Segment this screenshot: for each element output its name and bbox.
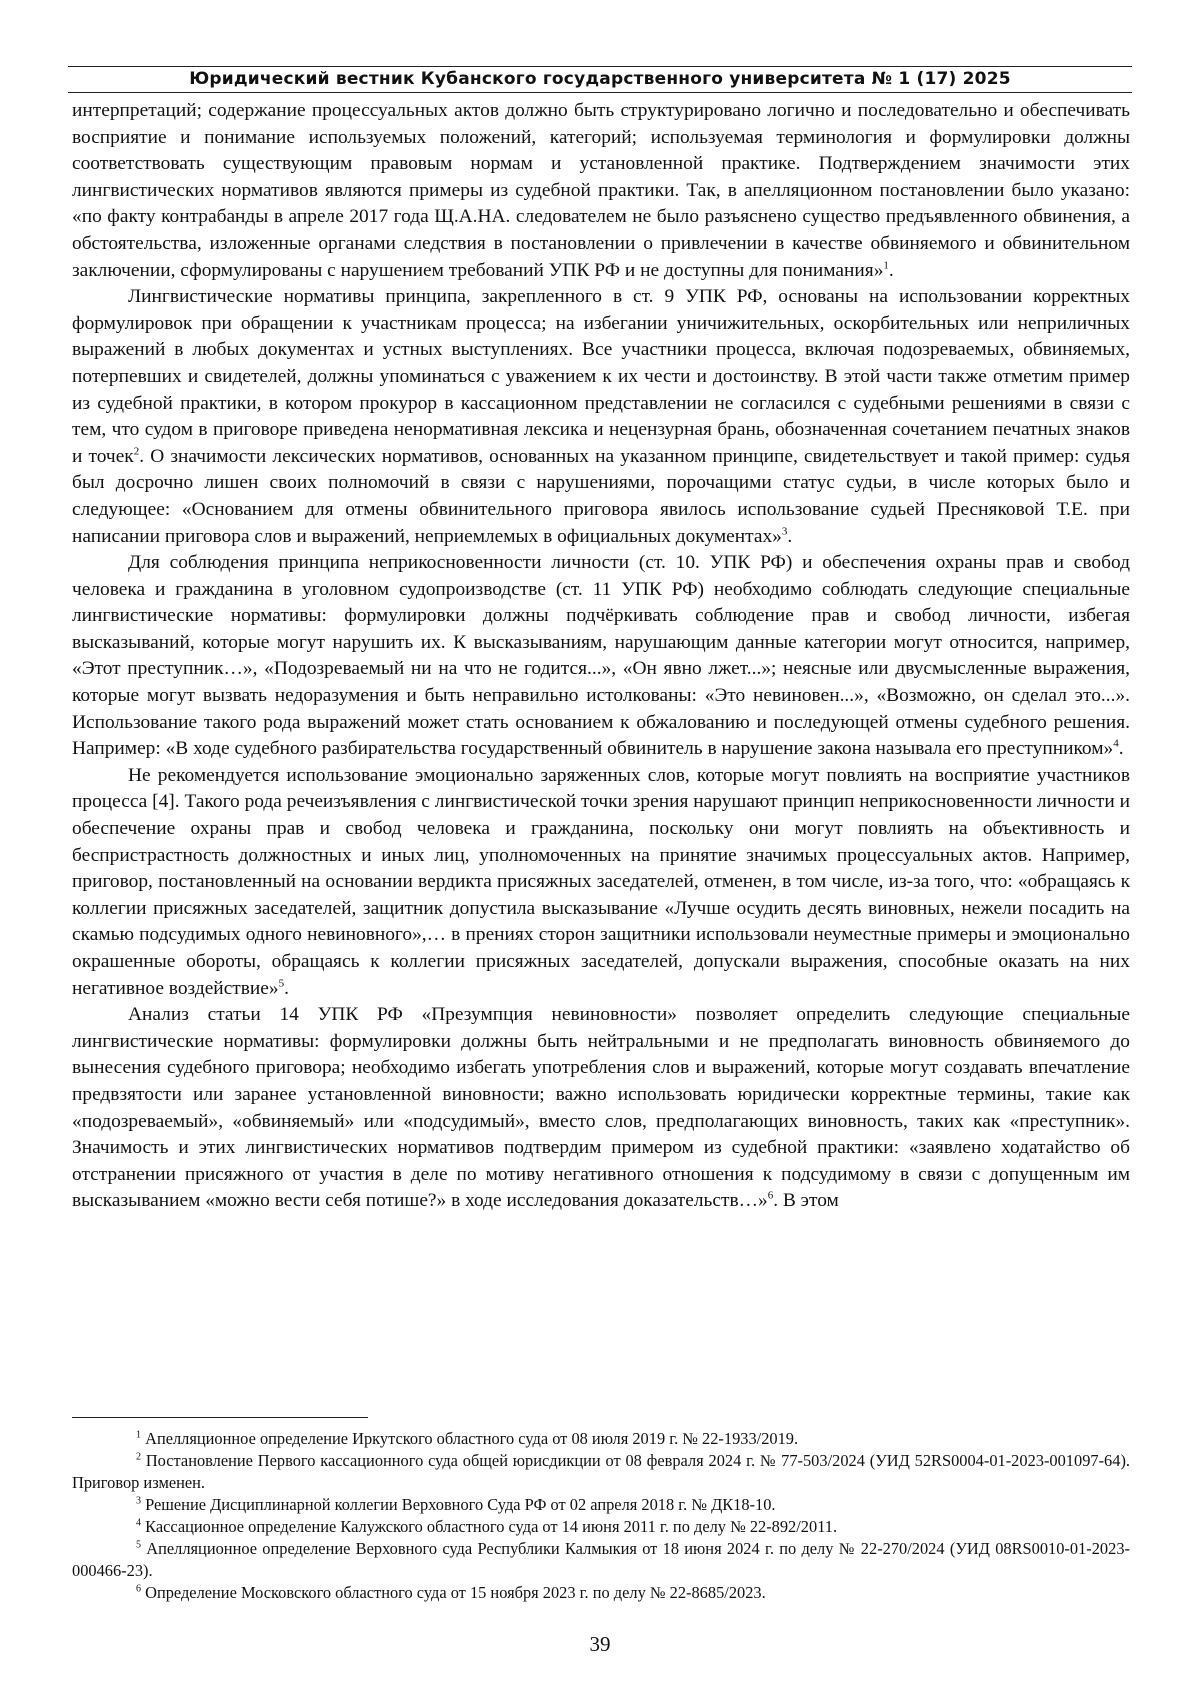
footnote-ref-3[interactable]: 3 bbox=[782, 525, 788, 537]
paragraph-4: Не рекомендуется использование эмоционально заряженных слов, которые могут повлиять на восприятие участников процесса [4]. Такого рода речеизъявления с лингвистической точки зрения нарушают принцип неприкосновенности личности и обеспечение охраны прав и свобод человека и гражданина, поскольку они могут повлиять на объективность и беспристрастность должностных и иных лиц, уполномоченных на принятие значимых процессуальных актов. Например, приговор, постановленный на основании вердикта присяжных заседателей, отменен, в том числе, из-за того, что: «обращаясь к коллегии присяжных заседателей, защитник допустила высказывание «Лучше осудить десять виновных, нежели посадить на скамью подсудимых одного невиновного»,… в прениях сторон защитники использовали неуместные примеры и эмоционально окрашенные обороты, обращаясь к коллегии присяжных заседателей, допускали выражения, способные оказать на них негативное воздействие»5. bbox=[72, 763, 1130, 1002]
page-number: 39 bbox=[0, 1632, 1200, 1657]
footnote-ref-6[interactable]: 6 bbox=[768, 1190, 774, 1202]
footnote-4: 4 Кассационное определение Калужского областного суда от 14 июня 2011 г. по делу № 22-892/2011. bbox=[72, 1516, 1130, 1538]
footnote-ref-4[interactable]: 4 bbox=[1113, 738, 1119, 750]
paragraph-2: Лингвистические нормативы принципа, закрепленного в ст. 9 УПК РФ, основаны на использовании корректных формулировок при обращении к участникам процесса; на избегании уничижительных, оскорбительных или неприличных выражений в любых документах и устных выступлениях. Все участники процесса, включая подозреваемых, обвиняемых, потерпевших и свидетелей, должны упоминаться с уважением к их чести и достоинству. В этой части также отметим пример из судебной практики, в котором прокурор в кассационном представлении не согласился с судебными решениями в связи с тем, что судом в приговоре приведена ненормативная лексика и нецензурная брань, обозначенная сочетанием печатных знаков и точек2. О значимости лексических нормативов, основанных на указанном принципе, свидетельствует и такой пример: судья был досрочно лишен своих полномочий в связи с нарушениями, порочащими статус судьи, в числе которых было и следующее: «Основанием для отмены обвинительного приговора явилось использование судьей Пресняковой Т.Е. при написании приговора слов и выражений, неприемлемых в официальных документах»3. bbox=[72, 284, 1130, 550]
footnote-3: 3 Решение Дисциплинарной коллегии Верховного Суда РФ от 02 апреля 2018 г. № ДК18-10. bbox=[72, 1494, 1130, 1516]
paragraph-1: интерпретаций; содержание процессуальных актов должно быть структурировано логично и последовательно и обеспечивать восприятие и понимание используемых положений, категорий; используемая терминология и формулировки должны соответствовать существующим правовым нормам и установленной практике. Подтверждением значимости этих лингвистических нормативов являются примеры из судебной практики. Так, в апелляционном постановлении было указано: «по факту контрабанды в апреле 2017 года Щ.А.НА. следователем не было разъяснено существо предъявленного обвинения, а обстоятельства, изложенные органами следствия в постановлении о привлечении в качестве обвиняемого и обвинительном заключении, сформулированы с нарушением требований УПК РФ и не доступны для понимания»1. bbox=[72, 98, 1130, 284]
footnote-2: 2 Постановление Первого кассационного суда общей юрисдикции от 08 февраля 2024 г. № 77-503/2024 (УИД 52RS0004-01-2023-001097-64). Приговор изменен. bbox=[72, 1450, 1130, 1494]
paragraph-5: Анализ статьи 14 УПК РФ «Презумпция невиновности» позволяет определить следующие специальные лингвистические нормативы: формулировки должны быть нейтральными и не предполагать виновность обвиняемого до вынесения судебного приговора; необходимо избегать употребления слов и выражений, которые могут создавать впечатление предвзятости или заранее установленной виновности; важно использовать юридически корректные термины, такие как «подозреваемый», «обвиняемый» или «подсудимый», вместо слов, предполагающих виновность, таких как «преступник». Значимость и этих лингвистических нормативов подтвердим примером из судебной практики: «заявлено ходатайство об отстранении присяжного от участия в деле по мотиву негативного отношения к подсудимому в связи с допущенным им высказыванием «можно вести себя потише?» в ходе исследования доказательств…»6. В этом bbox=[72, 1002, 1130, 1215]
footnote-ref-1[interactable]: 1 bbox=[883, 259, 889, 271]
footnote-6: 6 Определение Московского областного суда от 15 ноября 2023 г. по делу № 22-8685/2023. bbox=[72, 1582, 1130, 1604]
journal-header bbox=[68, 66, 1132, 93]
article-body bbox=[72, 98, 1130, 1215]
footnotes bbox=[72, 1428, 1130, 1604]
paragraph-3: Для соблюдения принципа неприкосновенности личности (ст. 10. УПК РФ) и обеспечения охраны прав и свобод человека и гражданина в уголовном судопроизводстве (ст. 11 УПК РФ) необходимо соблюдать следующие специальные лингвистические нормативы: формулировки должны подчёркивать соблюдение прав и свобод личности, избегая высказываний, которые могут нарушить их. К высказываниям, нарушающим данные категории могут относится, например, «Этот преступник…», «Подозреваемый ни на что не годится...», «Он явно лжет...»; неясные или двусмысленные выражения, которые могут вызвать недоразумения и быть неправильно истолкованы: «Это невиновен...», «Возможно, он сделал это...». Использование такого рода выражений может стать основанием к обжалованию и последующей отмены судебного решения. Например: «В ходе судебного разбирательства государственный обвинитель в нарушение закона называла его преступником»4. bbox=[72, 550, 1130, 763]
document-page bbox=[0, 0, 1200, 1697]
footnote-5: 5 Апелляционное определение Верховного суда Республики Калмыкия от 18 июня 2024 г. по делу № 22-270/2024 (УИД 08RS0010-01-2023-000466-23). bbox=[72, 1538, 1130, 1582]
footnote-ref-5[interactable]: 5 bbox=[279, 977, 285, 989]
footnote-1: 1 Апелляционное определение Иркутского областного суда от 08 июля 2019 г. № 22-1933/2019. bbox=[72, 1428, 1130, 1450]
journal-title: Юридический вестник Кубанского государственного университета № 1 (17) 2025 bbox=[189, 69, 1011, 89]
footnote-separator bbox=[72, 1417, 368, 1418]
footnote-ref-2[interactable]: 2 bbox=[134, 445, 140, 457]
